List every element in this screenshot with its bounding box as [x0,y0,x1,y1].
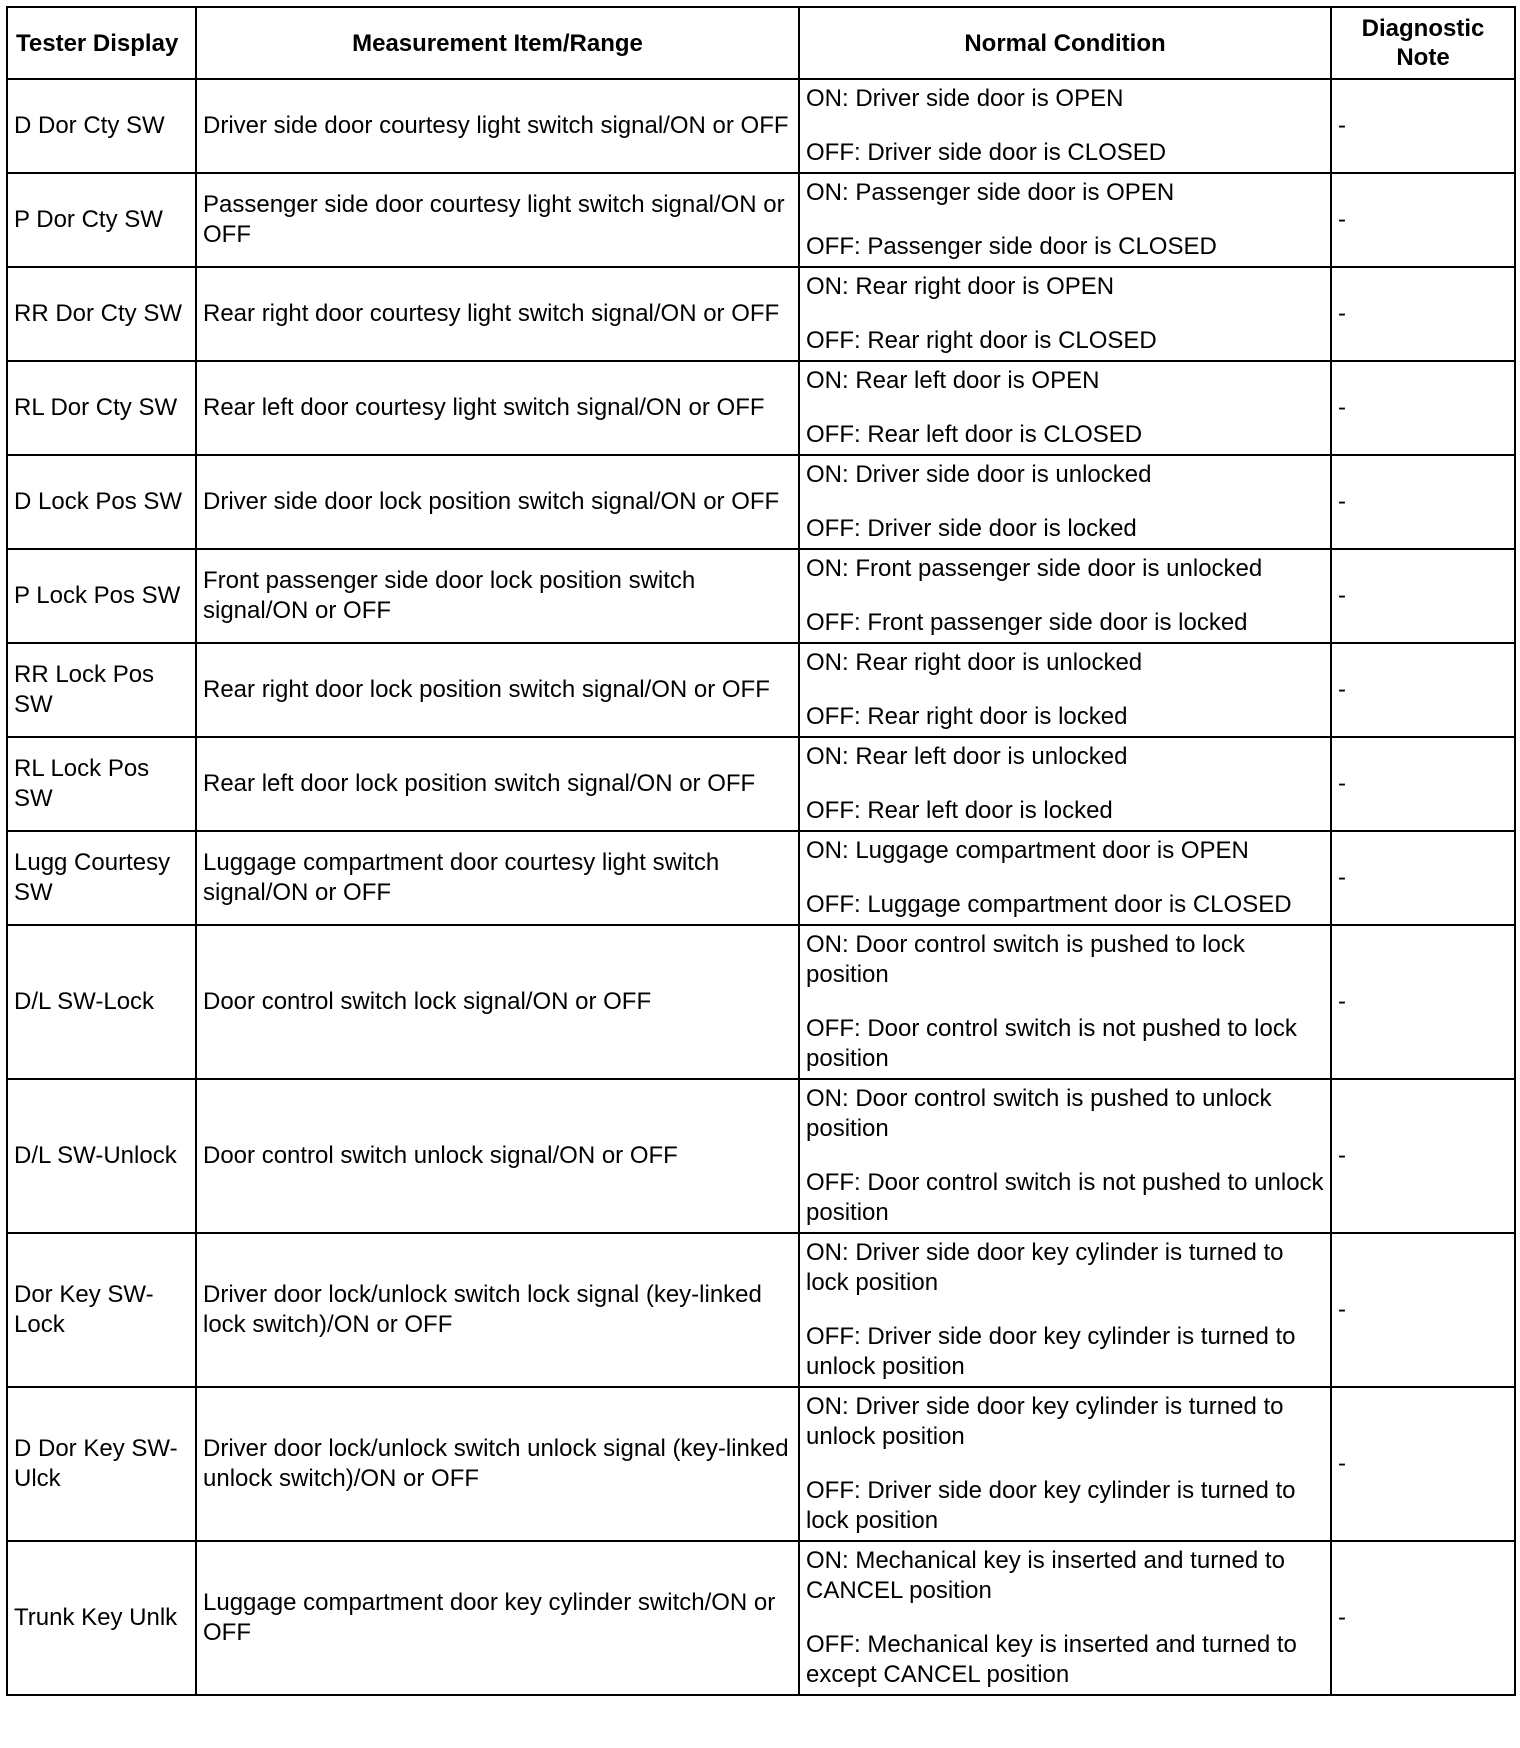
table-row [7,361,1515,455]
condition-on-text: ON: Driver side door key cylinder is turned to unlock position [806,1393,1284,1450]
table-body [7,79,1515,1695]
tester-display-cell: RR Lock Pos SW [7,643,196,737]
condition-off-text: OFF: Driver side door is locked [806,515,1137,542]
condition-on-text: ON: Door control switch is pushed to lock position [806,931,1245,988]
normal-condition-cell [799,1541,1331,1695]
condition-on-text: ON: Rear left door is OPEN [806,367,1100,394]
measurement-cell: Luggage compartment door key cylinder switch/ON or OFF [196,1541,799,1695]
diagnostic-note-cell: - [1331,1387,1515,1541]
measurement-cell: Passenger side door courtesy light switch signal/ON or OFF [196,173,799,267]
diagnostic-note-cell: - [1331,737,1515,831]
measurement-cell: Driver door lock/unlock switch unlock signal (key-linked unlock switch)/ON or OFF [196,1387,799,1541]
condition-off-text: OFF: Door control switch is not pushed to unlock position [806,1169,1324,1226]
table-row [7,643,1515,737]
tester-display-cell: Lugg Courtesy SW [7,831,196,925]
normal-condition-cell [799,455,1331,549]
condition-on-text: ON: Driver side door key cylinder is turned to lock position [806,1239,1284,1296]
normal-condition-cell [799,1079,1331,1233]
tester-display-cell: D/L SW-Lock [7,925,196,1079]
header-tester-display: Tester Display [7,7,196,79]
table-row [7,1387,1515,1541]
table-row [7,831,1515,925]
normal-condition-cell [799,267,1331,361]
normal-condition-cell [799,831,1331,925]
condition-off-text: OFF: Rear right door is locked [806,703,1128,730]
diagnostic-note-cell: - [1331,455,1515,549]
normal-condition-cell [799,361,1331,455]
diagnostic-note-cell: - [1331,831,1515,925]
condition-on-text: ON: Mechanical key is inserted and turned to CANCEL position [806,1547,1285,1604]
condition-on-text: ON: Luggage compartment door is OPEN [806,837,1249,864]
tester-display-cell: P Lock Pos SW [7,549,196,643]
measurement-cell: Luggage compartment door courtesy light switch signal/ON or OFF [196,831,799,925]
table-row [7,173,1515,267]
normal-condition-cell [799,1233,1331,1387]
measurement-cell: Door control switch unlock signal/ON or OFF [196,1079,799,1233]
diagnostic-note-cell: - [1331,173,1515,267]
measurement-cell: Rear right door courtesy light switch signal/ON or OFF [196,267,799,361]
measurement-cell: Door control switch lock signal/ON or OFF [196,925,799,1079]
tester-display-cell: RL Dor Cty SW [7,361,196,455]
measurement-cell: Driver side door lock position switch signal/ON or OFF [196,455,799,549]
header-diagnostic-note: Diagnostic Note [1331,7,1515,79]
tester-display-cell: Dor Key SW-Lock [7,1233,196,1387]
condition-off-text: OFF: Rear left door is CLOSED [806,421,1143,448]
tester-display-cell: Trunk Key Unlk [7,1541,196,1695]
normal-condition-cell [799,1387,1331,1541]
normal-condition-cell [799,79,1331,173]
tester-display-cell: RL Lock Pos SW [7,737,196,831]
condition-off-text: OFF: Driver side door key cylinder is turned to lock position [806,1477,1296,1534]
header-normal-condition: Normal Condition [799,7,1331,79]
condition-on-text: ON: Rear right door is unlocked [806,649,1143,676]
header-measurement: Measurement Item/Range [196,7,799,79]
table-row [7,1079,1515,1233]
diagnostic-note-cell: - [1331,643,1515,737]
condition-on-text: ON: Rear right door is OPEN [806,273,1115,300]
diagnostic-note-cell: - [1331,1233,1515,1387]
diagnostic-note-cell: - [1331,925,1515,1079]
tester-display-cell: D Dor Cty SW [7,79,196,173]
tester-display-cell: RR Dor Cty SW [7,267,196,361]
condition-off-text: OFF: Luggage compartment door is CLOSED [806,891,1292,918]
condition-on-text: ON: Door control switch is pushed to unlock position [806,1085,1272,1142]
tester-display-cell: D Lock Pos SW [7,455,196,549]
condition-off-text: OFF: Passenger side door is CLOSED [806,233,1217,260]
header-row [7,7,1515,79]
measurement-cell: Front passenger side door lock position switch signal/ON or OFF [196,549,799,643]
condition-on-text: ON: Front passenger side door is unlocked [806,555,1263,582]
condition-on-text: ON: Driver side door is OPEN [806,85,1124,112]
tester-display-cell: P Dor Cty SW [7,173,196,267]
tester-display-cell: D Dor Key SW-Ulck [7,1387,196,1541]
table-row [7,549,1515,643]
condition-off-text: OFF: Door control switch is not pushed to lock position [806,1015,1297,1072]
diagnostic-note-cell: - [1331,549,1515,643]
table-row [7,267,1515,361]
table-row [7,455,1515,549]
condition-off-text: OFF: Rear left door is locked [806,797,1113,824]
normal-condition-cell [799,925,1331,1079]
diagnostic-note-cell: - [1331,79,1515,173]
measurement-cell: Driver side door courtesy light switch signal/ON or OFF [196,79,799,173]
normal-condition-cell [799,173,1331,267]
condition-off-text: OFF: Front passenger side door is locked [806,609,1248,636]
measurement-cell: Rear left door courtesy light switch signal/ON or OFF [196,361,799,455]
diagnostic-note-cell: - [1331,267,1515,361]
condition-on-text: ON: Passenger side door is OPEN [806,179,1175,206]
data-list-table [6,6,1516,1696]
condition-on-text: ON: Driver side door is unlocked [806,461,1152,488]
condition-on-text: ON: Rear left door is unlocked [806,743,1128,770]
condition-off-text: OFF: Mechanical key is inserted and turned to except CANCEL position [806,1631,1297,1688]
measurement-cell: Rear left door lock position switch signal/ON or OFF [196,737,799,831]
measurement-cell: Driver door lock/unlock switch lock signal (key-linked lock switch)/ON or OFF [196,1233,799,1387]
diagnostic-note-cell: - [1331,361,1515,455]
condition-off-text: OFF: Rear right door is CLOSED [806,327,1157,354]
tester-display-cell: D/L SW-Unlock [7,1079,196,1233]
measurement-cell: Rear right door lock position switch signal/ON or OFF [196,643,799,737]
diagnostic-note-cell: - [1331,1541,1515,1695]
condition-off-text: OFF: Driver side door key cylinder is turned to unlock position [806,1323,1296,1380]
condition-off-text: OFF: Driver side door is CLOSED [806,139,1167,166]
table-row [7,925,1515,1079]
diagnostic-note-cell: - [1331,1079,1515,1233]
normal-condition-cell [799,549,1331,643]
table-row [7,737,1515,831]
table-row [7,1233,1515,1387]
normal-condition-cell [799,643,1331,737]
normal-condition-cell [799,737,1331,831]
table-row [7,79,1515,173]
table-row [7,1541,1515,1695]
